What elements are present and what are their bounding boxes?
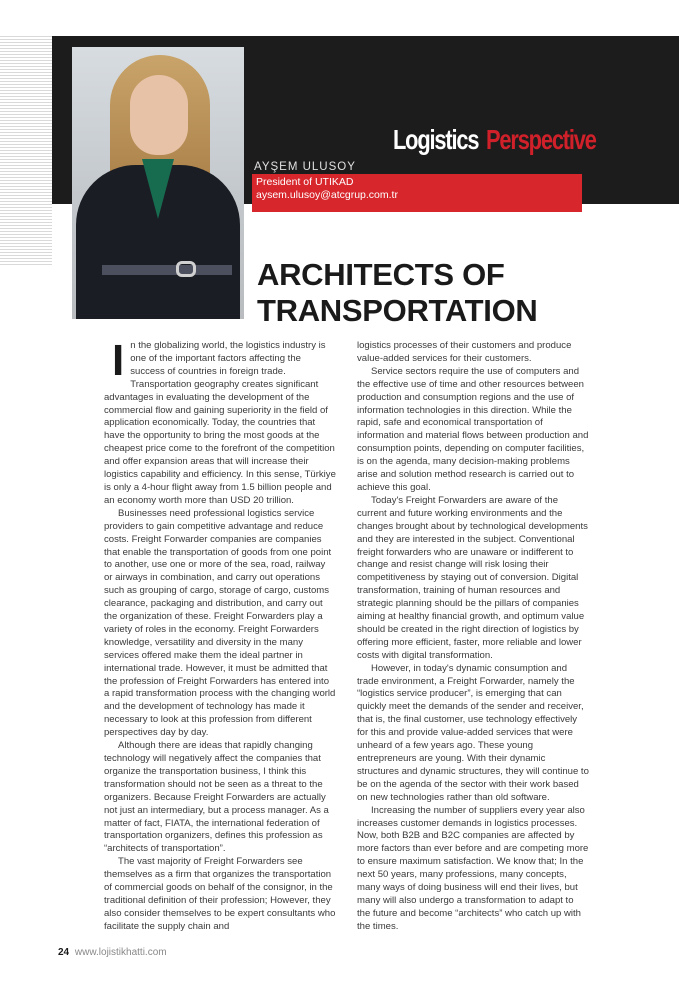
title-line-2: TRANSPORTATION — [257, 293, 538, 328]
paragraph: The vast majority of Freight Forwarders see themselves as a firm that organizes the transportation of commercial goods on behalf of the consignor, in the traditional definition of their profession; However, they also consider themselves to be expert consultants who facilitate the supply chain and — [104, 856, 336, 932]
logo-word-perspective: Perspective — [486, 124, 597, 155]
author-photo — [72, 47, 244, 319]
paragraph: Service sectors require the use of computers and the effective use of time and other resources between production and consumption regions and the use of information technologies in this direction. While the rapid, safe and economical transportation of information and material flows between production and consumption points, depending on computer facilities, is on the agenda, many decision-making problems arise and solution method research is carried out to achieve this goal. — [357, 365, 589, 493]
article-title — [257, 257, 538, 329]
paragraph: logistics processes of their customers and produce value-added services for their customers. — [357, 340, 572, 364]
paragraph: Today's Freight Forwarders are aware of the current and future working environments and the changes brought about by technological developments and they are interested in the subject. Conventional freight forwarders who are unaware or indifferent to change and resist change will risk losing their competitiveness by staying out of conversion. Digital transformation, training of human resources and strategic planning should be the pillars of companies aiming at healthy financial growth, and optimum value should be created in the right direction of logistics by offering more efficient, faster, more reliable and lower costs with digital transformation. — [357, 494, 588, 661]
author-role: President of UTIKAD — [256, 176, 354, 188]
paragraph: However, in today's dynamic consumption and trade environment, a Freight Forwarder, namely the “logistics service producer”, is emerging that can quickly meet the demands of the sender and receiver, that is, the final customer, use technology effectively for this and provide value-added services that were unheard of a few years ago. These young entrepreneurs are young. With their dynamic structures and dynamic structures, they will continue to be on the agenda of the sector with their work based on new technologies rather than old software. — [357, 662, 589, 803]
drop-cap: I — [112, 336, 125, 385]
article-column-2 — [357, 340, 589, 934]
title-line-1: ARCHITECTS OF — [257, 257, 505, 292]
author-email[interactable]: aysem.ulusoy@atcgrup.com.tr — [256, 189, 398, 201]
author-name: AYŞEM ULUSOY — [254, 161, 356, 173]
footer-url[interactable]: www.lojistikhatti.com — [74, 947, 167, 958]
logo-word-logistics: Logistics — [393, 124, 479, 155]
article-column-1 — [104, 336, 336, 934]
decorative-stripes — [0, 36, 52, 266]
page-number: 24 — [58, 947, 70, 958]
page-footer — [58, 947, 167, 958]
section-logo — [393, 124, 627, 156]
paragraph: Businesses need professional logistics service providers to gain competitive advantage and reduce costs. Freight Forwarder companies are companies that enable the transportation of goods from one point to another, use one or more of the sea, road, railway or airways in combination, and carry out operations such as grouping of cargo, storage of cargo, customs clearance, packaging and distribution, and carry out the organization of these. Freight Forwarders play a variety of roles in the economy. Freight Forwarders knowledge, versatility and diversity in the many services offered make them the ideal partner in international trade. However, it must be admitted that the profession of Freight Forwarders has entered into a rapid transformation process with the changing world and the development of technology has made it necessary to look at this profession from different perspectives day by day. — [104, 507, 336, 739]
paragraph: Increasing the number of suppliers every year also increases customer demands in logistics processes. Now, both B2B and B2C companies are affected by more factors than ever before and are competing more to ensure maximum satisfaction. We know that; In the next 50 years, many professions, many concepts, many ways of doing business will end their lives, but many will also undergo a transformation to adapt to the future and become “architects” who catch up with the times. — [357, 804, 589, 932]
paragraph: Although there are ideas that rapidly changing technology will negatively affect the companies that organize the transportation business, I think this transformation should not be seen as a threat to the organizers. Because Freight Forwarders are actually not just an intermediary, but a process manager. As a matter of fact, FIATA, the international federation of transportation organizers, defines this profession as “architects of transportation”. — [104, 740, 329, 855]
paragraph: n the globalizing world, the logistics industry is one of the important factors affecting the success of countries in foreign trade. Transportation geography creates significant advantages in evaluating the development of the commercial flow and gaining superiority in the field of application economically. Today, the countries that have the opportunity to bring the most goods at the cheapest price come to the forefront of the competition and offer expansion areas that will increase their logistics capability and efficiency. In this sense, Türkiye is only a 4-hour flight away from 1.5 billion people and an economy worth more than USD 20 trillion. — [104, 340, 336, 506]
